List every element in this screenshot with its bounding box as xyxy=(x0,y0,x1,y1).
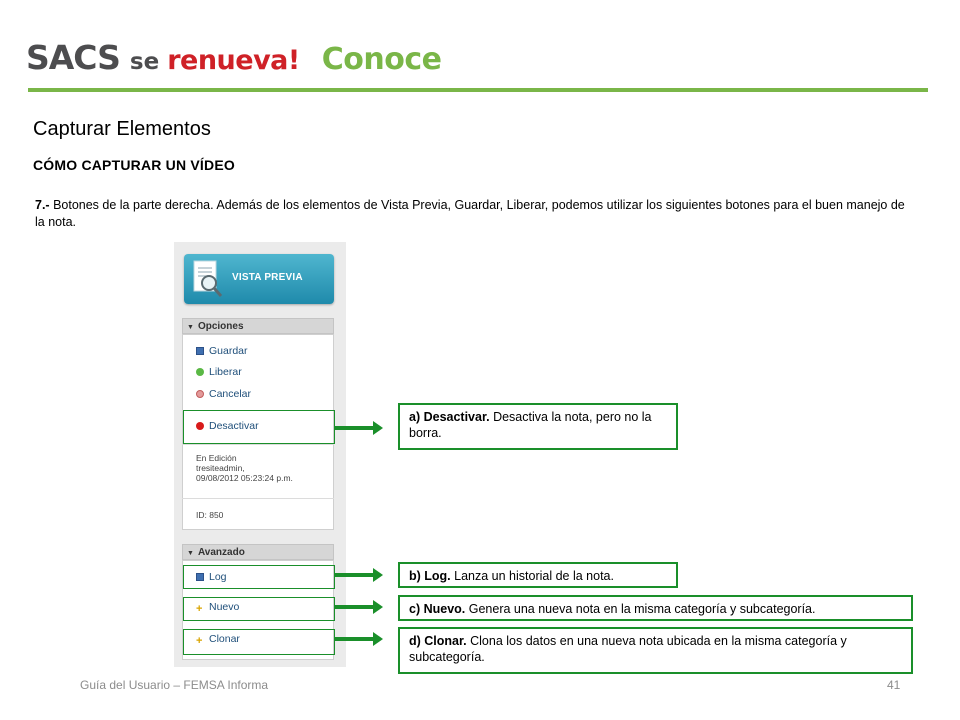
triangle-down-icon: ▼ xyxy=(187,550,194,557)
edit-status-timestamp: 09/08/2012 05:23:24 p.m. xyxy=(196,473,293,483)
callout-log-title: b) Log. xyxy=(409,569,451,583)
guardar-label: Guardar xyxy=(209,345,248,357)
avanzado-header[interactable] xyxy=(182,544,334,560)
intro-text: Botones de la parte derecha. Además de los elementos de Vista Previa, Guardar, Liberar, podemos utilizar los siguientes botones para el buen manejo de la nota. xyxy=(35,198,905,229)
highlight-log xyxy=(183,565,335,589)
arrow-right-icon xyxy=(335,570,383,580)
arrow-right-icon xyxy=(335,423,383,433)
callout-nuevo-text: Genera una nueva nota en la misma categoría y subcategoría. xyxy=(465,602,816,616)
plus-icon: + xyxy=(196,635,203,647)
page-title: Capturar Elementos xyxy=(33,118,211,140)
check-icon xyxy=(196,368,204,376)
edit-status-user: tresiteadmin, xyxy=(196,463,245,473)
vista-previa-button[interactable] xyxy=(184,254,334,304)
desactivar-label: Desactivar xyxy=(209,420,259,432)
brand-sacs: SACS xyxy=(26,38,120,77)
section-title: CÓMO CAPTURAR UN VÍDEO xyxy=(33,157,235,173)
highlight-nuevo xyxy=(183,597,335,621)
cancel-icon xyxy=(196,390,204,398)
liberar-label: Liberar xyxy=(209,366,242,378)
clonar-label: Clonar xyxy=(209,633,240,645)
note-id: ID: 850 xyxy=(196,510,224,520)
cancelar-link[interactable] xyxy=(196,388,251,400)
brand-renueva: renueva! xyxy=(167,45,300,76)
callout-clonar-title: d) Clonar. xyxy=(409,634,467,648)
preview-document-icon xyxy=(192,259,224,299)
liberar-link[interactable] xyxy=(196,366,242,378)
opciones-header[interactable] xyxy=(182,318,334,334)
vista-previa-label: VISTA PREVIA xyxy=(232,272,303,283)
opciones-divider xyxy=(182,498,334,499)
callout-desactivar-text: Desactiva la nota, pero no la borra. xyxy=(409,410,652,440)
log-label: Log xyxy=(209,571,227,583)
callout-clonar xyxy=(398,627,913,674)
guardar-link[interactable] xyxy=(196,345,248,357)
cancelar-label: Cancelar xyxy=(209,388,252,400)
callout-log xyxy=(398,562,678,588)
callout-desactivar-title: a) Desactivar. xyxy=(409,410,490,424)
brand-se: se xyxy=(129,49,160,75)
avanzado-header-label: Avanzado xyxy=(197,547,245,558)
nuevo-label: Nuevo xyxy=(209,601,240,613)
callout-desactivar xyxy=(398,403,678,450)
edit-status xyxy=(196,453,293,483)
arrow-right-icon xyxy=(335,634,383,644)
brand-logo xyxy=(26,38,441,78)
triangle-down-icon: ▼ xyxy=(187,324,194,331)
intro-paragraph xyxy=(35,197,915,231)
header-divider xyxy=(28,88,928,92)
highlight-clonar xyxy=(183,629,335,655)
intro-lead: 7.- xyxy=(35,198,50,212)
arrow-right-icon xyxy=(335,602,383,612)
callout-log-text: Lanza un historial de la nota. xyxy=(450,569,614,583)
opciones-divider xyxy=(182,444,334,445)
brand-conoce: Conoce xyxy=(321,42,442,77)
footer-guide-title: Guía del Usuario – FEMSA Informa xyxy=(80,678,269,692)
callout-clonar-text: Clona los datos en una nueva nota ubicada en la misma categoría y subcategoría. xyxy=(409,634,847,664)
highlight-desactivar xyxy=(183,410,335,444)
plus-icon: + xyxy=(196,603,203,615)
callout-nuevo-title: c) Nuevo. xyxy=(409,602,466,616)
edit-status-line: En Edición xyxy=(196,453,237,463)
callout-nuevo xyxy=(398,595,913,621)
save-icon xyxy=(196,347,204,355)
page-number: 41 xyxy=(887,678,901,692)
opciones-header-label: Opciones xyxy=(197,321,244,332)
